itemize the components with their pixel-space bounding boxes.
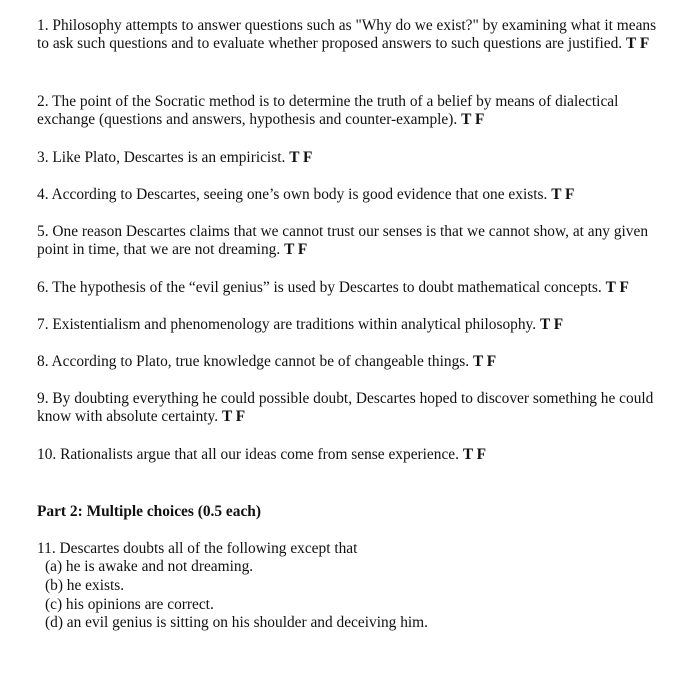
true-false-marker: T F	[221, 408, 246, 426]
true-false-marker: T F	[626, 35, 650, 53]
question-text: 5. One reason Descartes claims that we cannot trust our senses is that we cannot show, at any given point in time, that we are not dreaming.	[37, 223, 649, 259]
question-text: 1. Philosophy attempts to answer questions such as "Why do we exist?" by examining what it means to ask such questions and to evaluate whether proposed answers to such questions are justified.	[37, 17, 657, 53]
option-b: (b) he exists.	[45, 577, 125, 594]
true-false-marker: T F	[605, 279, 629, 296]
true-false-marker: T F	[539, 316, 564, 333]
true-false-marker: T F	[462, 446, 487, 463]
true-false-marker: T F	[472, 353, 497, 370]
part-2-heading: Part 2: Multiple choices (0.5 each)	[37, 503, 261, 520]
question-9	[37, 390, 667, 426]
true-false-marker: T F	[461, 111, 485, 129]
option-d: (d) an evil genius is sitting on his shoulder and deceiving him.	[45, 614, 428, 631]
question-1	[37, 17, 667, 53]
question-text: 2. The point of the Socratic method is to determine the truth of a belief by means of dialectical exchange (questions and answers, hypothesis and counter-example).	[37, 93, 619, 129]
question-text: 9. By doubting everything he could possible doubt, Descartes hoped to discover something he could know with absolute certainty.	[37, 390, 654, 426]
question-text: 7. Existentialism and phenomenology are traditions within analytical philosophy.	[37, 316, 537, 333]
question-8	[37, 353, 667, 371]
question-text: 4. According to Descartes, seeing one’s own body is good evidence that one exists.	[37, 186, 548, 203]
question-text: 3. Like Plato, Descartes is an empiricist.	[37, 149, 286, 166]
true-false-marker: T F	[551, 186, 575, 203]
option-c: (c) his opinions are correct.	[45, 596, 214, 613]
question-text: 8. According to Plato, true knowledge cannot be of changeable things.	[37, 353, 470, 370]
question-6	[37, 279, 667, 297]
question-7	[37, 316, 667, 334]
question-4	[37, 186, 667, 204]
question-2	[37, 93, 667, 129]
question-11-stem: 11. Descartes doubts all of the following except that	[37, 540, 358, 557]
true-false-marker: T F	[289, 149, 313, 166]
question-5	[37, 223, 667, 259]
question-3	[37, 149, 667, 167]
question-text: 10. Rationalists argue that all our ideas come from sense experience.	[37, 446, 459, 463]
true-false-marker: T F	[284, 241, 308, 259]
question-text: 6. The hypothesis of the “evil genius” is used by Descartes to doubt mathematical concepts.	[37, 279, 602, 296]
question-10	[37, 446, 667, 464]
option-a: (a) he is awake and not dreaming.	[45, 558, 254, 575]
